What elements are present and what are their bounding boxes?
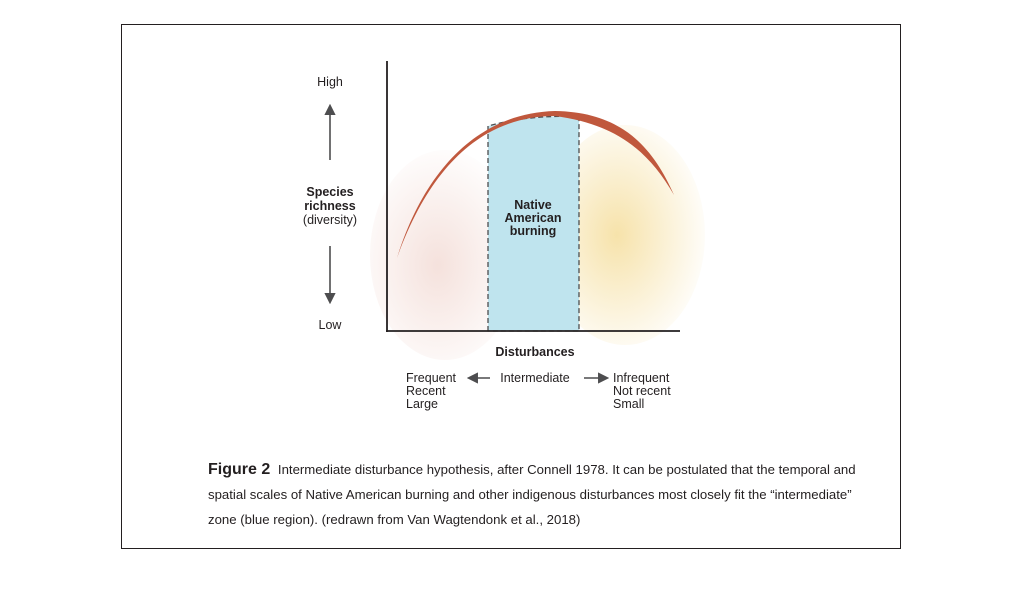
y-title-line-1: Species	[306, 185, 354, 199]
right-label-line-3: Small	[613, 397, 645, 411]
y-low-label: Low	[318, 318, 342, 332]
x-axis-title: Disturbances	[495, 345, 575, 359]
y-title-line-3: (diversity)	[302, 213, 358, 227]
left-label-line-1: Frequent	[406, 371, 457, 385]
middle-label: Intermediate	[500, 371, 570, 385]
right-label-line-2: Not recent	[613, 384, 671, 398]
figure-caption	[208, 457, 868, 532]
zone-label-line-1: Native	[514, 198, 552, 212]
caption-text: Intermediate disturbance hypothesis, after Connell 1978. It can be postulated that the temporal and spatial scales of Native American burning and other indigenous disturbances most closely fit the “intermediate” zone (blue region). (redrawn from Van Wagtendonk et al., 2018)	[208, 462, 856, 527]
left-label-line-2: Recent	[406, 384, 446, 398]
caption-label: Figure 2	[208, 461, 271, 478]
zone-label-line-2: American	[504, 211, 562, 225]
y-high-label: High	[317, 75, 343, 89]
zone-label-line-3: burning	[509, 224, 557, 238]
right-label-line-1: Infrequent	[613, 371, 670, 385]
y-title-line-2: richness	[304, 199, 356, 213]
left-label-line-3: Large	[406, 397, 438, 411]
